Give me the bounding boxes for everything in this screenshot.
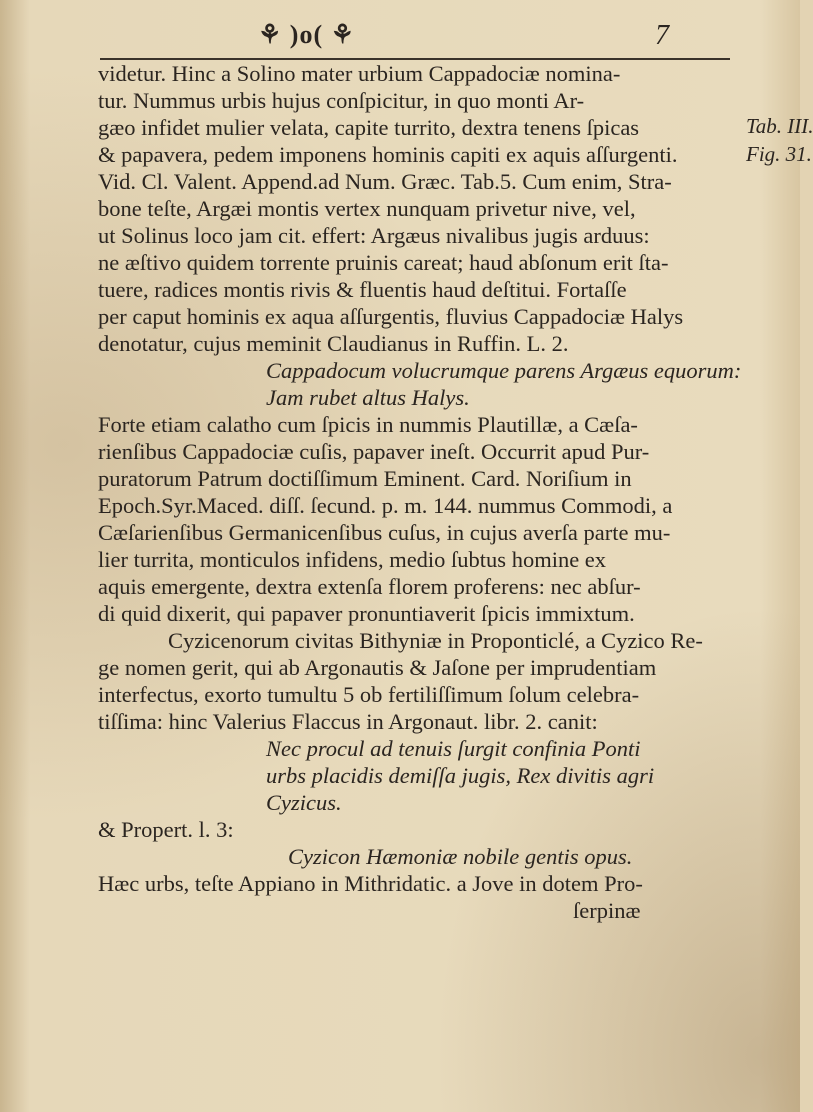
text-line: lier turrita, monticulos infidens, medio ſubtus homine ex bbox=[98, 547, 607, 572]
text-line: ut Solinus loco jam cit. effert: Argæus nivalibus jugis arduus: bbox=[98, 223, 650, 248]
verse-line: Cyzicon Hæmoniæ nobile gentis opus. bbox=[288, 844, 633, 869]
text-line: tiſſima: hinc Valerius Flaccus in Argonaut. libr. 2. canit: bbox=[98, 709, 598, 734]
text-line: Epoch.Syr.Maced. diſſ. ſecund. p. m. 144. nummus Commodi, a bbox=[98, 493, 673, 518]
text-line: Cyzicenorum civitas Bithyniæ in Proponticlé, a Cyzico Re- bbox=[168, 628, 703, 653]
header-ornament: ⚘ )o( ⚘ bbox=[258, 20, 355, 49]
text-line: ge nomen gerit, qui ab Argonautis & Jaſone per imprudentiam bbox=[98, 655, 657, 680]
text-line: bone teſte, Argæi montis vertex nunquam privetur nive, vel, bbox=[98, 196, 636, 221]
body-text bbox=[98, 60, 742, 924]
text-line: gæo infidet mulier velata, capite turrito, dextra tenens ſpicas bbox=[98, 115, 640, 140]
text-line: puratorum Patrum doctiſſimum Eminent. Card. Noriſium in bbox=[98, 466, 632, 491]
text-line: tuere, radices montis rivis & fluentis haud deſtitui. Fortaſſe bbox=[98, 277, 627, 302]
verse-line: Nec procul ad tenuis ſurgit confinia Ponti bbox=[266, 736, 641, 761]
verse-line: Cappadocum volucrumque parens Argæus equorum: bbox=[266, 358, 742, 383]
text-line: denotatur, cujus meminit Claudianus in Ruffin. L. 2. bbox=[98, 331, 569, 356]
text-line: Hæc urbs, teſte Appiano in Mithridatic. a Jove in dotem Pro- bbox=[98, 871, 643, 896]
margin-note-tab: Tab. III. bbox=[746, 114, 813, 138]
verse-line: Jam rubet altus Halys. bbox=[266, 385, 470, 410]
text-line: di quid dixerit, qui papaver pronuntiaverit ſpicis immixtum. bbox=[98, 601, 635, 626]
text-line: tur. Nummus urbis hujus conſpicitur, in quo monti Ar- bbox=[98, 88, 585, 113]
text-line: videtur. Hinc a Solino mater urbium Cappadociæ nomina- bbox=[98, 61, 621, 86]
text-line: Forte etiam calatho cum ſpicis in nummis Plautillæ, a Cæſa- bbox=[98, 412, 638, 437]
margin-note-fig: Fig. 31. bbox=[746, 142, 812, 166]
text-line: aquis emergente, dextra extenſa florem proferens: nec abſur- bbox=[98, 574, 641, 599]
text-line: interfectus, exorto tumultu 5 ob fertiliſſimum ſolum celebra- bbox=[98, 682, 640, 707]
text-line: Vid. Cl. Valent. Append.ad Num. Græc. Tab.5. Cum enim, Stra- bbox=[98, 169, 672, 194]
verse-line: urbs placidis demiſſa jugis, Rex divitis agri bbox=[266, 763, 655, 788]
text-line: ne æſtivo quidem torrente pruinis careat; haud abſonum erit ſta- bbox=[98, 250, 669, 275]
catchword: ſerpinæ bbox=[573, 898, 641, 923]
verse-line: Cyzicus. bbox=[266, 790, 342, 815]
text-line: rienſibus Cappadociæ cuſis, papaver ineſt. Occurrit apud Pur- bbox=[98, 439, 650, 464]
text-line: & papavera, pedem imponens hominis capiti ex aquis aſſurgenti. bbox=[98, 142, 678, 167]
text-line: & Propert. l. 3: bbox=[98, 817, 234, 842]
page-header bbox=[0, 12, 800, 52]
text-line: per caput hominis ex aqua aſſurgentis, fluvius Cappadociæ Halys bbox=[98, 304, 684, 329]
text-line: Cæſarienſibus Germanicenſibus cuſus, in cujus averſa parte mu- bbox=[98, 520, 671, 545]
page-number: 7 bbox=[655, 20, 669, 51]
